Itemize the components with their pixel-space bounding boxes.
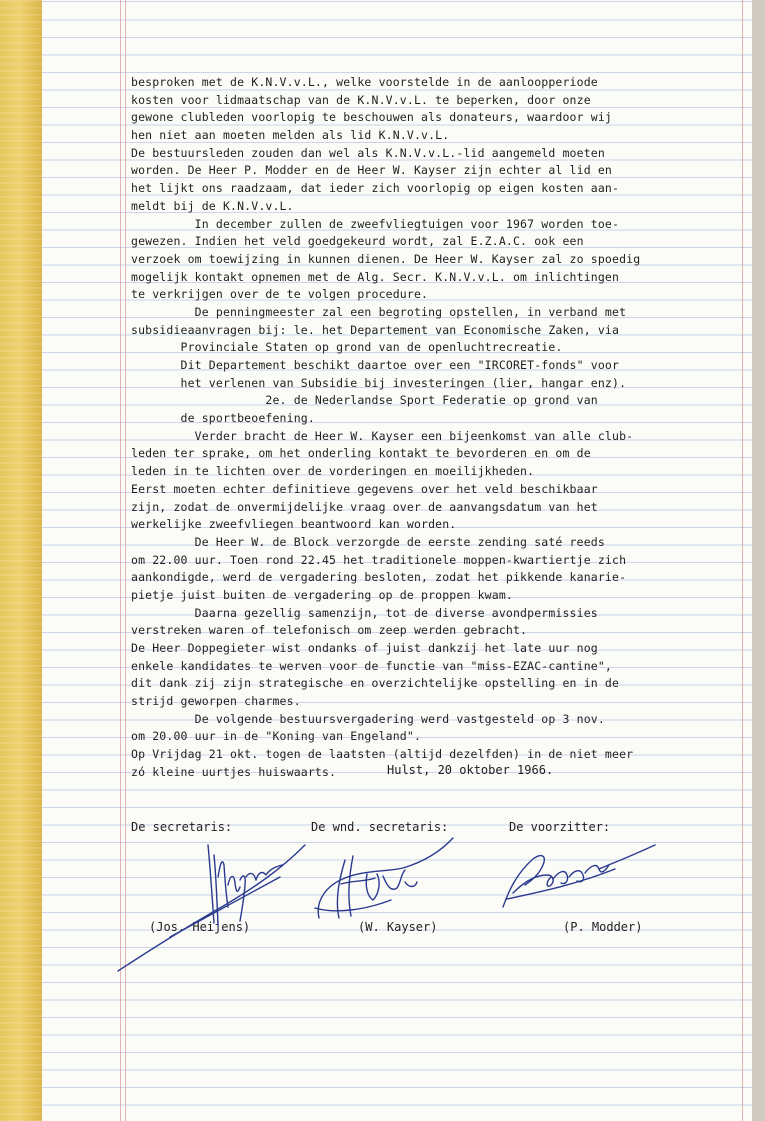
letter-line: om 20.00 uur in de "Koning van Engeland". (131, 729, 422, 744)
letter-line: leden ter sprake, om het onderling kontakt te bevorderen en om de (131, 446, 591, 461)
letter-line: meldt bij de K.N.V.v.L. (131, 198, 294, 213)
letter-line: enkele kandidates te werven voor de functie van "miss-EZAC-cantine", (131, 658, 613, 673)
letter-line: zó kleine uurtjes huiswaarts. (131, 764, 337, 779)
letter-line: Op Vrijdag 21 okt. togen de laatsten (altijd dezelfden) in de niet meer (131, 747, 634, 762)
letter-line: besproken met de K.N.V.v.L., welke voorstelde in de aanloopperiode (131, 75, 598, 89)
scan-background-edge (752, 0, 765, 1121)
margin-line-right (742, 0, 743, 1121)
letter-line: gewezen. Indien het veld goedgekeurd wordt, zal E.Z.A.C. ook een (131, 234, 584, 249)
tape-texture (0, 0, 42, 1121)
letter-line: Daarna gezellig samenzijn, tot de diverse avondpermissies (131, 605, 598, 620)
letter-line: hen niet aan moeten melden als lid K.N.V.v.L. (131, 128, 450, 143)
letter-line: worden. De Heer P. Modder en de Heer W. Kayser zijn echter al lid en (131, 163, 613, 178)
voorzitter-role: De voorzitter: (509, 820, 611, 834)
secretaris-role: De secretaris: (131, 820, 233, 834)
letter-body (131, 74, 731, 782)
letter-line: mogelijk kontakt opnemen met de Alg. Secr. K.N.V.v.L. om inlichtingen (131, 269, 620, 284)
letter-line: gewone clubleden voorlopig te beschouwen als donateurs, waardoor wij (131, 110, 613, 125)
letter-line: verstreken waren of telefonisch om zeep werden gebracht. (131, 623, 528, 638)
letter-line: pietje juist buiten de vergadering op de proppen kwam. (131, 587, 513, 602)
letter-line: strijd geworpen charmes. (131, 694, 301, 709)
letter-line: Dit Departement beschikt daartoe over een "IRCORET-fonds" voor (131, 358, 620, 372)
letter-line: Provinciale Staten op grond van de openluchtrecreatie. (131, 340, 563, 355)
signature-kayser (305, 830, 465, 930)
voorzitter-name: (P. Modder) (563, 920, 643, 934)
letter-line: De volgende bestuursvergadering werd vastgesteld op 3 nov. (131, 711, 605, 726)
letter-line: De Heer W. de Block verzorgde de eerste zending saté reeds (131, 534, 605, 549)
letter-line: het lijkt ons raadzaam, dat ieder zich voorlopig op eigen kosten aan- (131, 181, 620, 196)
signature-heijens (110, 825, 320, 980)
letter-line: De Heer Doppegieter wist ondanks of juist dankzij het late uur nog (131, 641, 598, 655)
letter-line: aankondigde, werd de vergadering besloten, zodat het pikkende kanarie- (131, 570, 627, 585)
letter-line: zijn, zodat de onvermijdelijke vraag over de aanvangsdatum van het (131, 499, 598, 514)
letter-line: kosten voor lidmaatschap van de K.N.V.v.L. te beperken, door onze (131, 92, 591, 107)
signature-modder (495, 835, 665, 915)
wnd-secretaris-name: (W. Kayser) (358, 920, 438, 934)
wnd-secretaris-role: De wnd. secretaris: (311, 820, 449, 834)
letter-line: het verlenen van Subsidie bij investeringen (lier, hangar enz). (131, 375, 627, 390)
letter-line: subsidieaanvragen bij: le. het Departement van Economische Zaken, via (131, 322, 620, 337)
letter-line: om 22.00 uur. Toen rond 22.45 het traditionele moppen-kwartiertje zich (131, 552, 627, 567)
letter-line: De bestuursleden zouden dan wel als K.N.V.v.L.-lid aangemeld moeten (131, 145, 605, 160)
letter-line: te verkrijgen over de te volgen procedure. (131, 287, 429, 302)
letter-line: werkelijke zweefvliegen beantwoord kan worden. (131, 517, 457, 532)
letter-line: Eerst moeten echter definitieve gegevens over het veld beschikbaar (131, 481, 598, 496)
place-date: Hulst, 20 oktober 1966. (387, 763, 554, 777)
letter-line: de sportbeoefening. (131, 411, 315, 426)
letter-line: dit dank zij zijn strategische en overzichtelijke opstelling en in de (131, 676, 620, 691)
letter-line: verzoek om toewijzing in kunnen dienen. De Heer W. Kayser zal zo spoedig (131, 251, 641, 266)
secretaris-name: (Jos. Heijens) (149, 920, 251, 934)
letter-line: Verder bracht de Heer W. Kayser een bijeenkomst van alle club- (131, 428, 634, 443)
letter-line: In december zullen de zweefvliegtuigen voor 1967 worden toe- (131, 216, 620, 231)
letter-line: De penningmeester zal een begroting opstellen, in verband met (131, 304, 627, 319)
letter-line: 2e. de Nederlandse Sport Federatie op grond van (131, 393, 598, 408)
letter-line: leden in te lichten over de vorderingen en moeilijkheden. (131, 464, 535, 479)
